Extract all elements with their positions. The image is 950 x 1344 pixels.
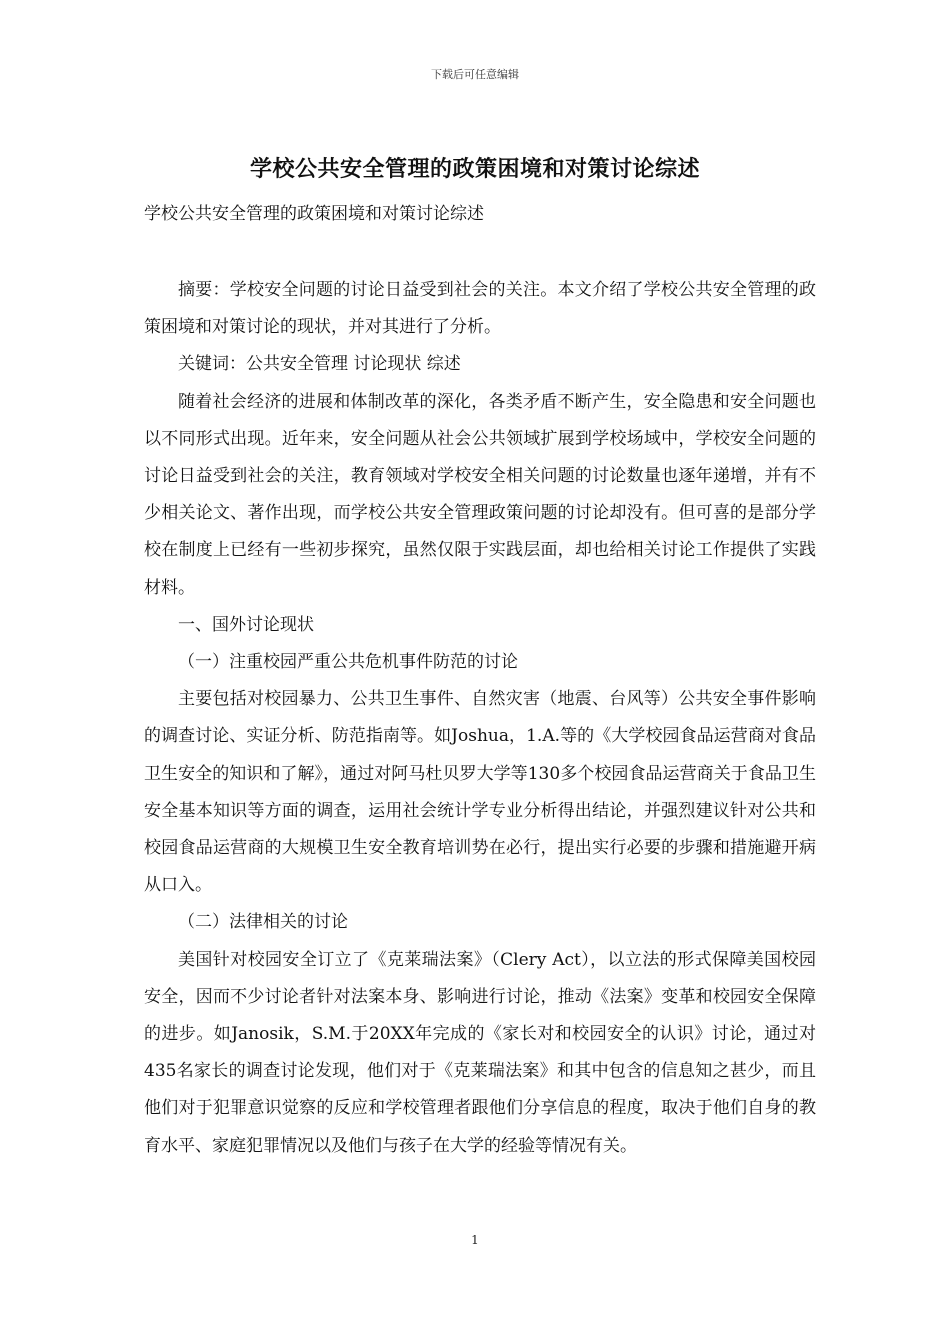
subsection-heading: （一）注重校园严重公共危机事件防范的讨论 bbox=[178, 652, 518, 673]
document-title: 学校公共安全管理的政策困境和对策讨论综述 bbox=[249, 156, 700, 182]
intro-paragraph: 随着社会经济的进展和体制改革的深化，各类矛盾不断产生，安全隐患和安全问题也以不同形式出现。近年来，安全问题从社会公共领域扩展到学校场域中，学校安全问题的讨论日益受到社会的关注，教育领域对学校安全相关问题的讨论数量也逐年递增，并有不少相关论文、著作出现，而学校公共安全管理政策问题的讨论却没有。但可喜的是部分学校在制度上已经有一些初步探究，虽然仅限于实践层面，却也给相关讨论工作提供了实践材料。 bbox=[144, 391, 816, 598]
document-subtitle: 学校公共安全管理的政策困境和对策讨论综述 bbox=[144, 204, 484, 224]
keywords-paragraph: 关键词：公共安全管理 讨论现状 综述 bbox=[178, 354, 461, 375]
abstract-paragraph: 摘要：学校安全问题的讨论日益受到社会的关注。本文介绍了学校公共安全管理的政策困境和对策讨论的现状，并对其进行了分析。 bbox=[144, 280, 816, 338]
subsection-heading: （二）法律相关的讨论 bbox=[178, 912, 348, 933]
section-heading: 一、国外讨论现状 bbox=[178, 614, 314, 635]
body-paragraph: 美国针对校园安全订立了《克莱瑞法案》（Clery Act），以立法的形式保障美国校园安全，因而不少讨论者针对法案本身、影响进行讨论，推动《法案》变革和校园安全保障的进步。如Janosik，S.M.于20XX年完成的《家长对和校园安全的认识》讨论，通过对435名家长的调查讨论发现，他们对于《克莱瑞法案》和其中包含的信息知之甚少，而且他们对于犯罪意识觉察的反应和学校管理者跟他们分享信息的程度，取决于他们自身的教育水平、家庭犯罪情况以及他们与孩子在大学的经验等情况有关。 bbox=[144, 949, 816, 1156]
body-paragraph: 主要包括对校园暴力、公共卫生事件、自然灾害（地震、台风等）公共安全事件影响的调查讨论、实证分析、防范指南等。如Joshua，1.A.等的《大学校园食品运营商对食品卫生安全的知识和了解》，通过对阿马杜贝罗大学等130多个校园食品运营商关于食品卫生安全基本知识等方面的调查，运用社会统计学专业分析得出结论，并强烈建议针对公共和校园食品运营商的大规模卫生安全教育培训势在必行，提出实行必要的步骤和措施避开病从口入。 bbox=[144, 689, 816, 896]
header-note: 下载后可任意编辑 bbox=[431, 68, 519, 81]
document-body bbox=[144, 272, 816, 1165]
page-number: 1 bbox=[471, 1233, 479, 1247]
